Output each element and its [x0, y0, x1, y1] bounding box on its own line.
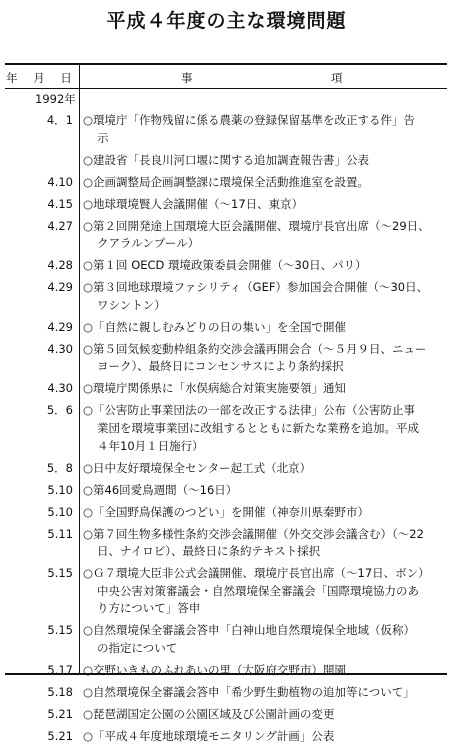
row-text: クアラルンプール） [97, 236, 200, 251]
row-text: ○企画調整局企画調整課に環境保全活動推進室を設置。 [83, 174, 370, 189]
row-text: ○環境庁関係県に「水俣病総合対策実施要領」通知 [83, 381, 347, 396]
row-date: 4.27 [47, 218, 73, 233]
header-item-2: 項 [331, 71, 343, 85]
row-date: 4.15 [47, 196, 73, 211]
column-divider [79, 65, 80, 673]
row-text: ○第７回生物多様性条約交渉会議開催（外交交渉会議含む）（～22 [83, 526, 424, 541]
year-label: 1992年 [35, 92, 76, 106]
row-date: 5．8 [46, 460, 73, 475]
row-text: ワシントン） [97, 297, 166, 312]
row-date: 5.21 [47, 729, 73, 743]
row-text: ○地球環境賢人会議開催（～17日、東京） [83, 196, 304, 211]
row-date: 4.29 [47, 319, 73, 334]
row-text: ○第５回気候変動枠組条約交渉会議再開会合（～５月９日、ニュー [83, 341, 427, 356]
row-text: ○自然環境保全審議会答申「白神山地自然環境保全地域（仮称） [83, 623, 416, 638]
row-text: ○自然環境保全審議会答申「希少野生動植物の追加等について」 [83, 685, 415, 699]
row-date: 5．6 [46, 403, 73, 418]
row-text: の指定について [97, 640, 178, 655]
row-date: 5.21 [47, 707, 73, 721]
row-text: ヨーク）、最終日にコンセンサスにより条約採択 [97, 359, 344, 374]
row-date: 4.28 [47, 258, 73, 273]
row-date: 4.10 [47, 174, 73, 189]
row-text: ○第46回愛鳥週間（～16日） [83, 482, 238, 497]
row-text: ○第２回開発途上国環境大臣会議開催、環境庁長官出席（～29日、 [83, 218, 430, 233]
header-date: 年 月 日 [6, 71, 78, 85]
row-text: ○「自然に親しむみどりの日の集い」を全国で開催 [83, 319, 347, 334]
row-date: 5.10 [47, 482, 73, 497]
row-text: ○「全国野鳥保護のつどい」を開催（神奈川県秦野市） [83, 504, 370, 519]
row-text: ○「平成４年度地球環境モニタリング計画」公表 [83, 729, 335, 743]
table-header [5, 65, 447, 89]
row-date: 5.17 [47, 663, 73, 677]
row-text: ○第３回地球環境ファシリティ（GEF）参加国会合開催（～30日、 [83, 280, 429, 295]
row-text: ○第１回 OECD 環境政策委員会開催（～30日、パリ） [83, 258, 367, 273]
header-item-1: 事 [181, 71, 193, 85]
row-text: ○日中友好環境保全センター起工式（北京） [83, 460, 312, 475]
row-text: ○Ｇ７環境大臣非公式会議開催、環境庁長官出席（～17日、ボン） [83, 566, 430, 581]
row-date: 5.15 [47, 566, 73, 581]
row-text: ○環境庁「作物残留に係る農薬の登録保留基準を改正する件」告 [83, 113, 416, 127]
row-text: 中央公害対策審議会・自然環境保全審議会「国際環境協力のあ [97, 583, 419, 598]
row-text: ４年10月１日施行） [97, 438, 204, 453]
page-title: 平成４年度の主な環境問題 [106, 10, 347, 32]
row-text: ○交野いきものふれあいの里（大阪府交野市）開園 [83, 663, 347, 677]
row-text: 業団を環境事業団に改組するとともに新たな業務を追加。平成 [97, 420, 419, 435]
row-text: 日、ナイロビ）、最終日に条約テキスト採択 [97, 544, 321, 559]
row-date: 4.30 [47, 341, 73, 356]
row-text: り方について」答申 [97, 601, 201, 616]
row-date: 4.30 [47, 381, 73, 396]
row-date: 4.29 [47, 280, 73, 295]
row-text: ○琵琶湖国定公園の公園区域及び公園計画の変更 [83, 707, 335, 721]
row-date: 5.15 [47, 623, 73, 638]
row-text: 示 [97, 130, 109, 145]
events-table [5, 63, 447, 743]
row-date: 5.18 [47, 685, 73, 699]
row-text: ○建設省「長良川河口堰に関する追加調査報告書」公表 [83, 152, 370, 167]
row-date: 5.10 [47, 504, 73, 519]
row-date: 4．1 [46, 113, 73, 127]
row-text: ○「公害防止事業団法の一部を改正する法律」公布（公害防止事 [83, 403, 416, 418]
row-date: 5.11 [47, 526, 73, 541]
